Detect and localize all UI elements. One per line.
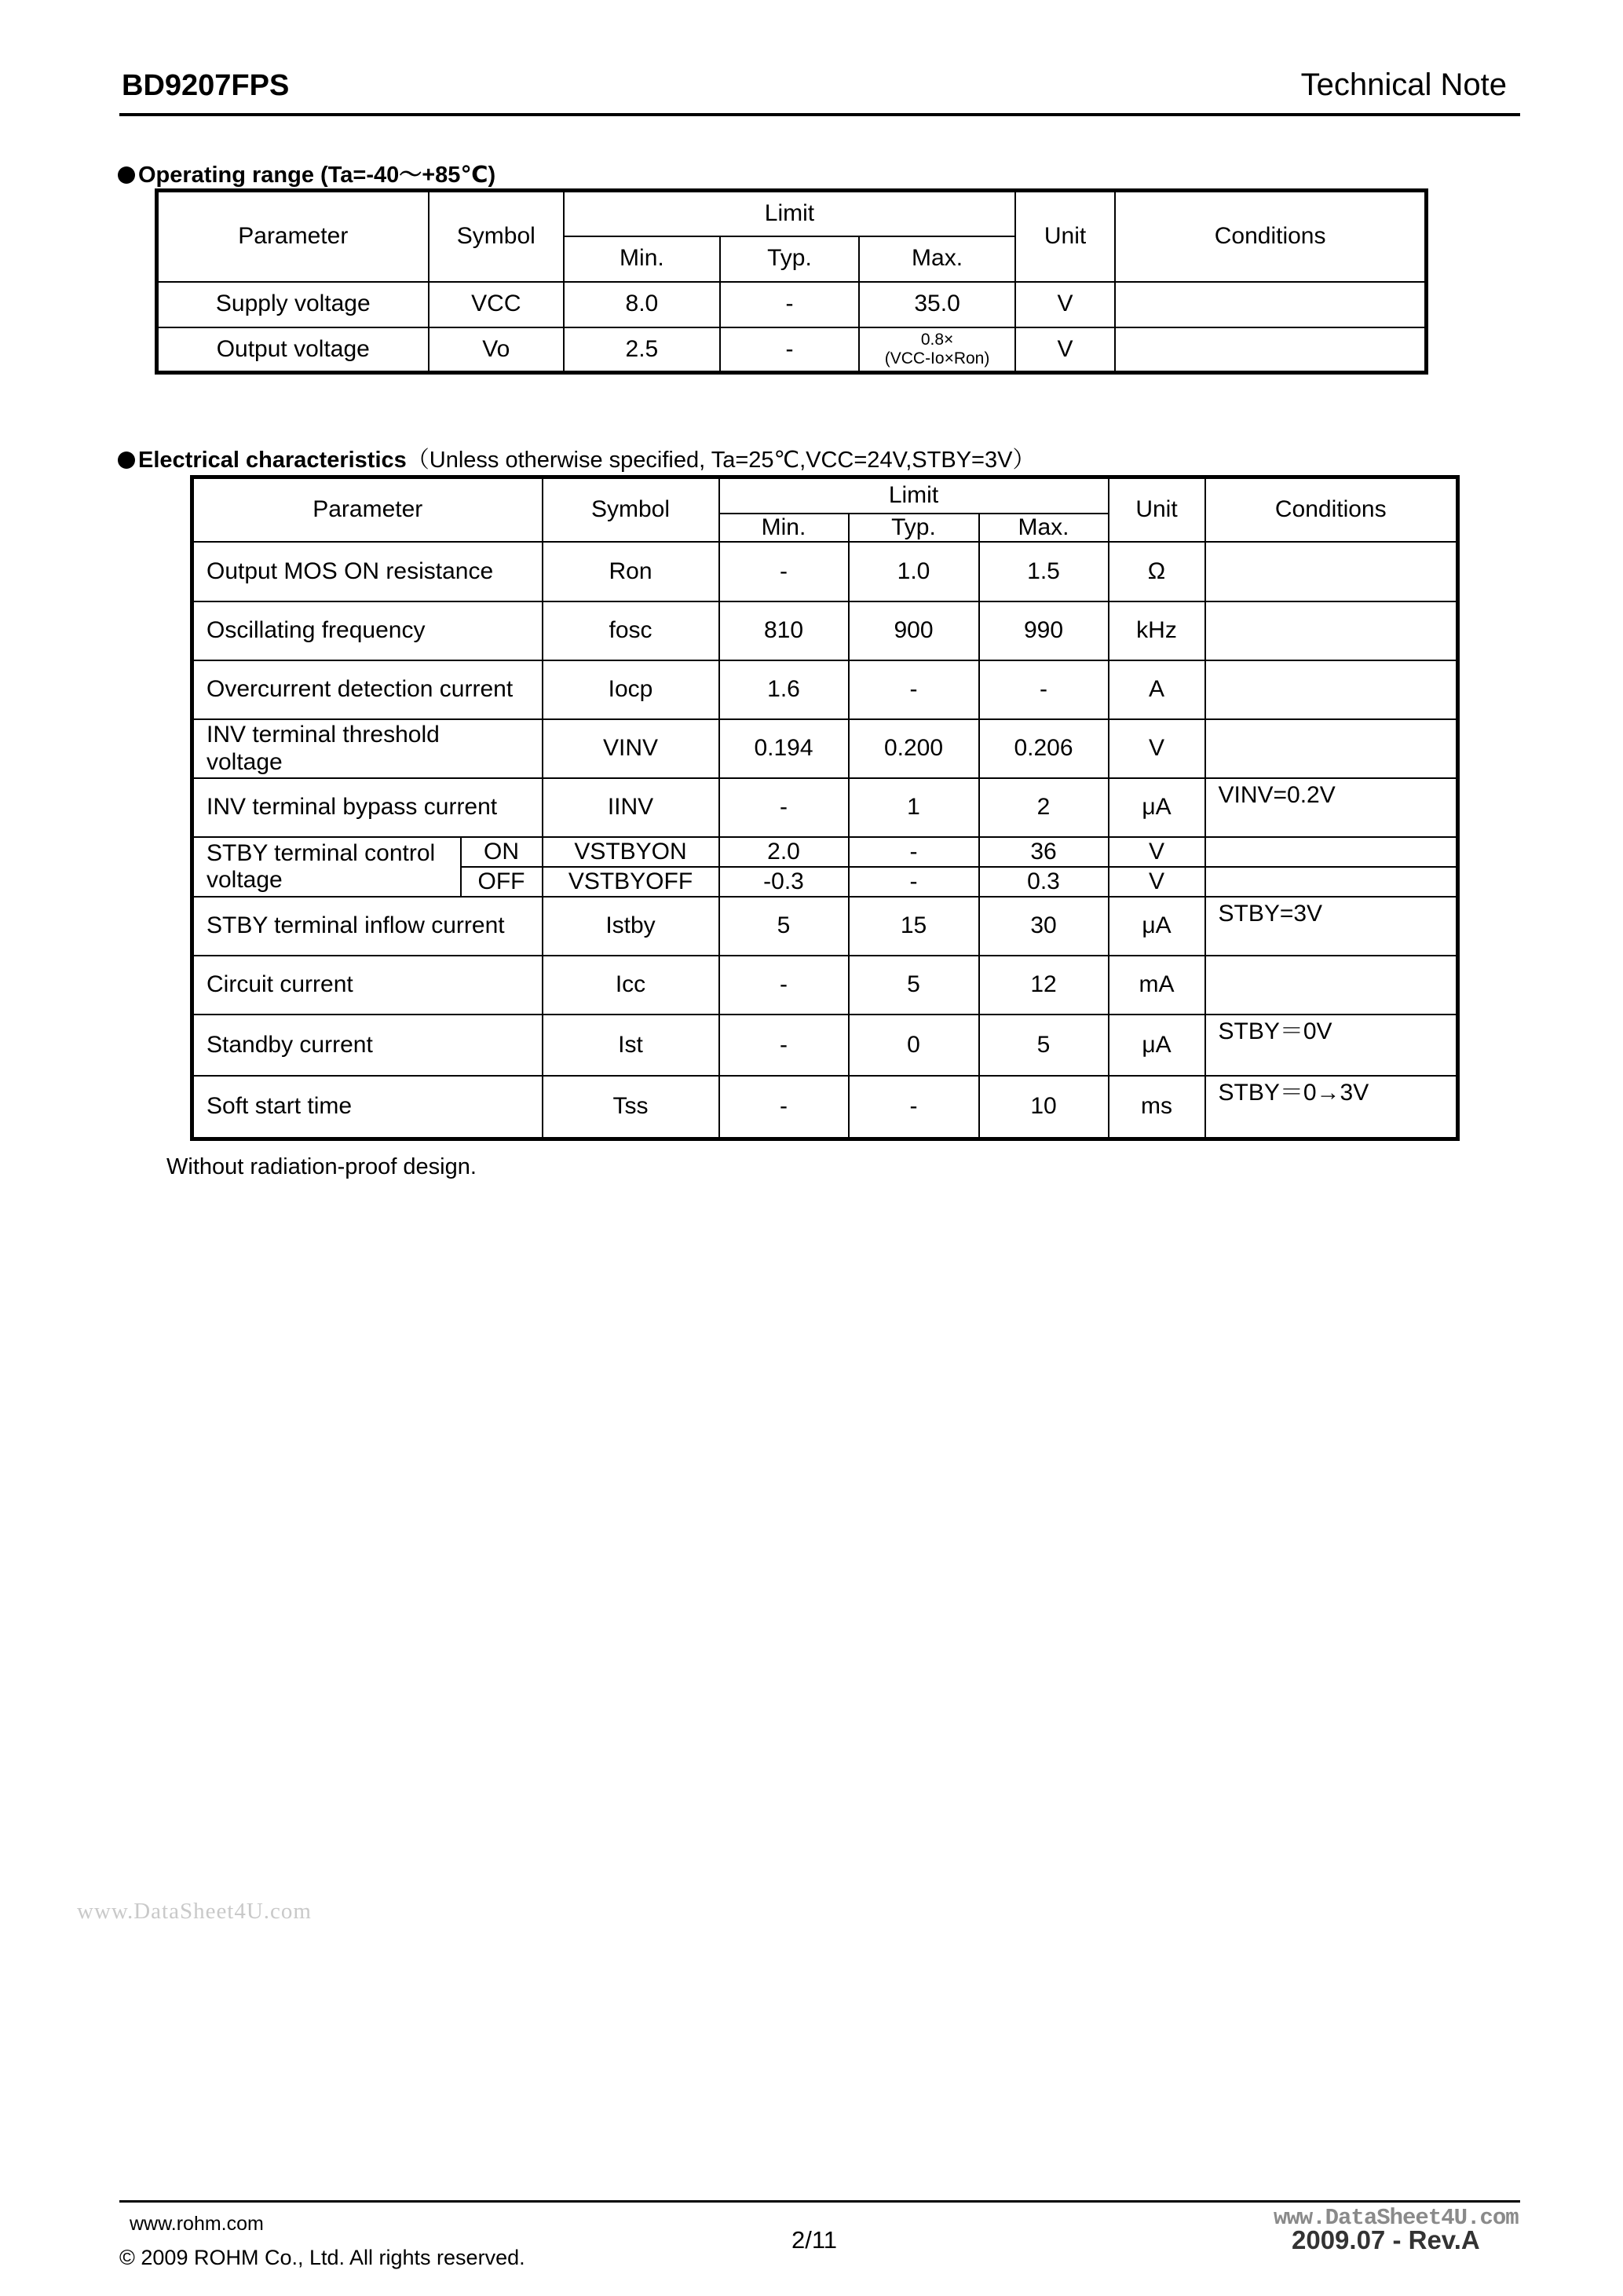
footer-copyright: © 2009 ROHM Co., Ltd. All rights reserved. [119, 2246, 525, 2269]
cell-parameter-line1: STBY terminal control [207, 839, 436, 866]
cell-parameter: INV terminal bypass current [192, 778, 543, 837]
cell-conditions [1115, 282, 1426, 327]
cell-min: - [719, 1076, 849, 1139]
cell-min: 5 [719, 897, 849, 956]
table-header-row [157, 191, 1427, 236]
cell-max: 0.206 [979, 719, 1109, 778]
cell-parameter: Output MOS ON resistance [192, 542, 543, 601]
document-title: BD9207FPS [122, 69, 290, 102]
table-row [192, 837, 1458, 867]
cell-conditions: STBY＝0V [1205, 1015, 1458, 1076]
col-header-max: Max. [979, 514, 1109, 543]
col-header-parameter: Parameter [192, 477, 543, 543]
cell-parameter [192, 719, 543, 778]
footer-url-link[interactable]: www.rohm.com [130, 2213, 264, 2235]
col-header-conditions: Conditions [1115, 191, 1426, 282]
cell-typ: - [849, 660, 979, 719]
cell-symbol: Vo [429, 327, 565, 373]
cell-unit: V [1015, 282, 1115, 327]
document-type: Technical Note [1300, 68, 1507, 102]
cell-max: - [979, 660, 1109, 719]
cell-symbol: Ist [543, 1015, 719, 1076]
cell-unit: Ω [1109, 542, 1205, 601]
cell-conditions [1205, 956, 1458, 1015]
cell-parameter: STBY terminal inflow current [192, 897, 543, 956]
revision-label: 2009.07 - Rev.A [1292, 2225, 1480, 2254]
table-row [157, 327, 1427, 373]
cell-symbol: Icc [543, 956, 719, 1015]
cell-max: 35.0 [859, 282, 1015, 327]
cell-unit: A [1109, 660, 1205, 719]
cell-min: 2.0 [719, 837, 849, 867]
cell-typ: - [849, 837, 979, 867]
col-header-typ: Typ. [849, 514, 979, 543]
table-row [192, 778, 1458, 837]
cell-typ: - [849, 867, 979, 897]
cell-typ: 900 [849, 601, 979, 660]
cell-parameter: Soft start time [192, 1076, 543, 1139]
cell-typ: 15 [849, 897, 979, 956]
cell-conditions: STBY=3V [1205, 897, 1458, 956]
col-header-unit: Unit [1015, 191, 1115, 282]
cell-conditions [1205, 601, 1458, 660]
watermark: www.DataSheet4U.com [77, 1899, 312, 1924]
col-header-max: Max. [859, 236, 1015, 282]
cell-symbol: Iocp [543, 660, 719, 719]
cell-min: -0.3 [719, 867, 849, 897]
cell-min: 810 [719, 601, 849, 660]
cell-sub-condition: OFF [461, 867, 543, 897]
cell-max: 5 [979, 1015, 1109, 1076]
cell-conditions [1205, 867, 1458, 897]
cell-parameter: Standby current [192, 1015, 543, 1076]
cell-typ: 0 [849, 1015, 979, 1076]
cell-max-line2: (VCC-Io×Ron) [884, 349, 990, 367]
cell-max: 0.3 [979, 867, 1109, 897]
cell-conditions [1205, 837, 1458, 867]
header-divider [119, 113, 1520, 116]
col-header-limit: Limit [564, 191, 1015, 236]
bullet-icon [118, 166, 135, 184]
cell-min: - [719, 542, 849, 601]
cell-max: 10 [979, 1076, 1109, 1139]
cell-parameter-line2: voltage [207, 867, 283, 893]
table-header-row [192, 477, 1458, 514]
cell-max: 36 [979, 837, 1109, 867]
footer-watermark: www.DataSheet4U.com [1274, 2205, 1519, 2231]
col-header-unit: Unit [1109, 477, 1205, 543]
table-row [192, 956, 1458, 1015]
cell-unit: μA [1109, 897, 1205, 956]
cell-conditions [1205, 542, 1458, 601]
cell-min: 1.6 [719, 660, 849, 719]
cell-parameter-line1: INV terminal threshold [207, 722, 440, 748]
cell-symbol: VSTBYOFF [543, 867, 719, 897]
cell-symbol: VSTBYON [543, 837, 719, 867]
cell-conditions: STBY＝0→3V [1205, 1076, 1458, 1139]
cell-unit: V [1109, 867, 1205, 897]
cell-unit: ms [1109, 1076, 1205, 1139]
cell-max [859, 327, 1015, 373]
cell-unit: mA [1109, 956, 1205, 1015]
cell-symbol: IINV [543, 778, 719, 837]
col-header-min: Min. [719, 514, 849, 543]
cell-symbol: Tss [543, 1076, 719, 1139]
operating-range-table [155, 188, 1428, 375]
cell-parameter: Oscillating frequency [192, 601, 543, 660]
cell-min: - [719, 1015, 849, 1076]
cell-parameter: Supply voltage [157, 282, 429, 327]
cell-unit: V [1109, 719, 1205, 778]
cell-conditions [1115, 327, 1426, 373]
cell-max: 990 [979, 601, 1109, 660]
col-header-min: Min. [564, 236, 720, 282]
page-number: 2/11 [791, 2226, 838, 2254]
cell-min: - [719, 778, 849, 837]
cell-typ: 0.200 [849, 719, 979, 778]
table-row [192, 897, 1458, 956]
table-row [192, 601, 1458, 660]
cell-typ: 5 [849, 956, 979, 1015]
cell-min: 8.0 [564, 282, 720, 327]
cell-symbol: Istby [543, 897, 719, 956]
bullet-icon [118, 452, 135, 469]
operating-range-heading: Operating range (Ta=-40～+85℃) [118, 157, 495, 189]
cell-symbol: fosc [543, 601, 719, 660]
cell-typ: 1 [849, 778, 979, 837]
cell-conditions: VINV=0.2V [1205, 778, 1458, 837]
cell-parameter: Circuit current [192, 956, 543, 1015]
table-row [192, 1076, 1458, 1139]
col-header-symbol: Symbol [429, 191, 565, 282]
table-row [192, 660, 1458, 719]
table-row [192, 719, 1458, 778]
cell-typ: - [720, 282, 860, 327]
cell-symbol: Ron [543, 542, 719, 601]
col-header-parameter: Parameter [157, 191, 429, 282]
col-header-symbol: Symbol [543, 477, 719, 543]
cell-conditions [1205, 719, 1458, 778]
cell-unit: V [1109, 837, 1205, 867]
footer-divider [119, 2200, 1520, 2203]
footnote: Without radiation-proof design. [166, 1154, 477, 1179]
electrical-characteristics-heading: Electrical characteristics（Unless otherwise specified, Ta=25℃,VCC=24V,STBY=3V） [118, 442, 1035, 474]
cell-symbol: VCC [429, 282, 565, 327]
cell-typ: - [849, 1076, 979, 1139]
cell-parameter [192, 837, 461, 897]
cell-min: - [719, 956, 849, 1015]
col-header-limit: Limit [719, 477, 1109, 514]
cell-parameter: Overcurrent detection current [192, 660, 543, 719]
cell-min: 0.194 [719, 719, 849, 778]
table-row [157, 282, 1427, 327]
cell-conditions [1205, 660, 1458, 719]
table-row [192, 542, 1458, 601]
cell-max: 1.5 [979, 542, 1109, 601]
table-row [192, 1015, 1458, 1076]
cell-parameter-line2: voltage [207, 748, 283, 775]
col-header-typ: Typ. [720, 236, 860, 282]
cell-typ: - [720, 327, 860, 373]
cell-unit: μA [1109, 1015, 1205, 1076]
col-header-conditions: Conditions [1205, 477, 1458, 543]
cell-max: 2 [979, 778, 1109, 837]
cell-unit: μA [1109, 778, 1205, 837]
cell-max: 30 [979, 897, 1109, 956]
cell-max-line1: 0.8× [920, 330, 954, 349]
cell-unit: V [1015, 327, 1115, 373]
cell-max: 12 [979, 956, 1109, 1015]
cell-typ: 1.0 [849, 542, 979, 601]
cell-min: 2.5 [564, 327, 720, 373]
cell-parameter: Output voltage [157, 327, 429, 373]
electrical-characteristics-table [190, 475, 1460, 1141]
cell-symbol: VINV [543, 719, 719, 778]
cell-sub-condition: ON [461, 837, 543, 867]
cell-unit: kHz [1109, 601, 1205, 660]
